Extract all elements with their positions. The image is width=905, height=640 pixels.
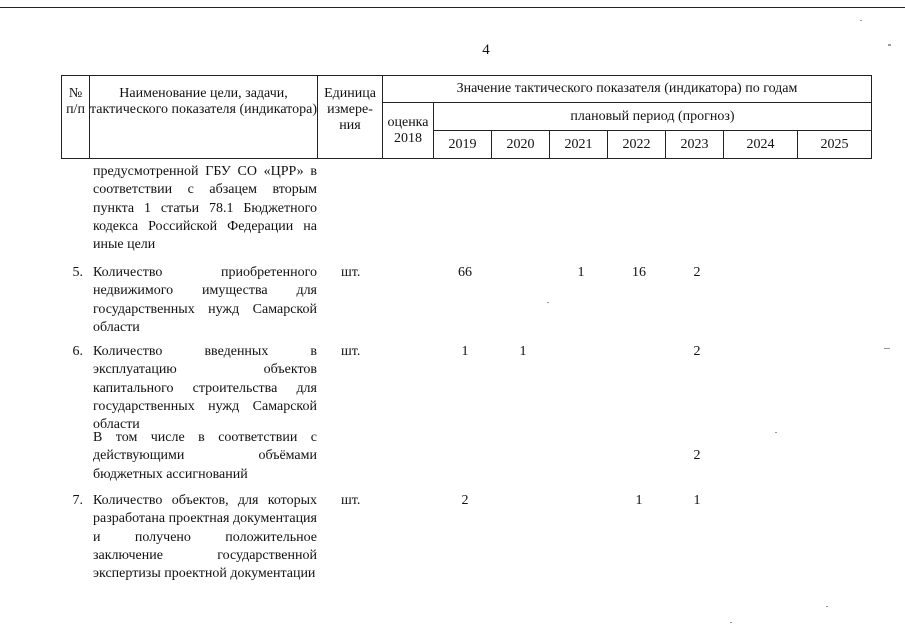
top-rule	[0, 7, 905, 8]
header-year-2025: 2025	[798, 131, 872, 159]
row-number: 6.	[72, 344, 83, 359]
scan-speck	[775, 432, 777, 433]
value-2023: 2	[693, 448, 701, 463]
header-col-number: № п/п	[62, 76, 90, 159]
value-2023: 2	[693, 344, 701, 359]
row-number: 7.	[72, 493, 83, 508]
row-number: 5.	[72, 265, 83, 280]
value-2023: 2	[693, 265, 701, 280]
value-2022: 16	[632, 265, 646, 280]
row-description: Количество приобретенного недвижимого имущества для государственных нужд Самарской области	[93, 265, 317, 335]
header-year-2019: 2019	[434, 131, 492, 159]
value-2019: 2	[461, 493, 469, 508]
header-year-2023: 2023	[666, 131, 724, 159]
scan-speck	[884, 348, 890, 349]
value-2022: 1	[635, 493, 643, 508]
header-col-name: Наименование цели, задачи, тактического показателя (индикатора)	[90, 76, 318, 159]
scan-speck	[826, 606, 828, 607]
row-unit: шт.	[341, 344, 361, 359]
header-year-2020: 2020	[492, 131, 550, 159]
value-2020: 1	[519, 344, 527, 359]
row-unit: шт.	[341, 265, 361, 280]
header-year-2024: 2024	[724, 131, 798, 159]
row-description: В том числе в соответствии с действующими объёмами бюджетных ассигнований	[93, 430, 317, 482]
scan-speck	[730, 622, 732, 623]
value-2019: 66	[458, 265, 472, 280]
header-col-unit: Единица измере-ния	[318, 76, 383, 159]
value-2021: 1	[577, 265, 585, 280]
row-description: предусмотренной ГБУ СО «ЦРР» в соответствии с абзацем вторым пункта 1 статьи 78.1 Бюджетного кодекса Российской Федерации на иные цели	[93, 164, 317, 253]
table-header	[61, 75, 872, 159]
scan-speck	[860, 20, 862, 21]
row-unit: шт.	[341, 493, 361, 508]
scan-speck	[547, 302, 549, 303]
header-year-2021: 2021	[550, 131, 608, 159]
header-col-plan: плановый период (прогноз)	[434, 103, 872, 131]
scan-speck	[888, 44, 891, 46]
header-col-estimate: оценка 2018	[383, 103, 434, 159]
header-year-2022: 2022	[608, 131, 666, 159]
page-number: 4	[482, 42, 490, 58]
row-description: Количество объектов, для которых разработана проектная документация и получено положительное заключение государственной экспертизы проектной документации	[93, 493, 317, 582]
header-col-values: Значение тактического показателя (индикатора) по годам	[383, 76, 872, 103]
value-2023: 1	[693, 493, 701, 508]
row-description: Количество введенных в эксплуатацию объектов капитального строительства для государственных нужд Самарской области	[93, 344, 317, 433]
value-2019: 1	[461, 344, 469, 359]
